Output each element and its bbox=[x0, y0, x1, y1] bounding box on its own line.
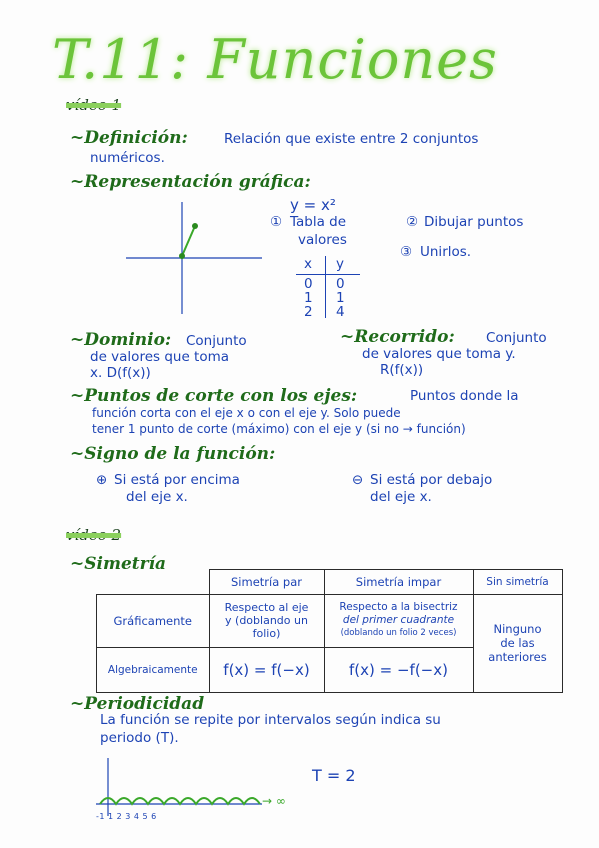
puntos-corte-text-1: Puntos donde la bbox=[410, 388, 519, 404]
dominio-heading: ~Dominio: bbox=[70, 330, 172, 350]
page-title: T.11: Funciones bbox=[52, 28, 498, 91]
axis-ticks: -1 1 2 3 4 5 6 bbox=[96, 812, 157, 821]
recorrido-text-2: de valores que toma y. bbox=[362, 346, 516, 362]
cell-text: anteriores bbox=[488, 650, 547, 664]
signo-heading: ~Signo de la función: bbox=[70, 444, 276, 464]
dominio-text-1: Conjunto bbox=[186, 333, 247, 349]
cell-text: y (doblando un bbox=[225, 614, 308, 627]
signo-negative-text-1: Si está por debajo bbox=[370, 472, 493, 488]
graph-point bbox=[179, 253, 185, 259]
video-2-label: vídeo 2 bbox=[66, 526, 122, 544]
recorrido-heading: ~Recorrido: bbox=[340, 327, 455, 347]
periodicidad-text-2: periodo (T). bbox=[100, 730, 179, 746]
cell-par-alg: f(x) = f(−x) bbox=[209, 647, 324, 692]
step-2-text: Dibujar puntos bbox=[424, 214, 524, 230]
cell-text: (doblando un folio 2 veces) bbox=[340, 628, 457, 638]
row-header-graf: Gráficamente bbox=[97, 594, 210, 647]
col-header-impar: Simetría impar bbox=[324, 570, 473, 595]
video-1-label: vídeo 1 bbox=[66, 96, 122, 114]
cell-text: Ninguno bbox=[493, 622, 542, 636]
dominio-text-2: de valores que toma bbox=[90, 349, 230, 365]
table-header-x: x bbox=[304, 256, 312, 272]
step-3-text: Unirlos. bbox=[420, 244, 472, 260]
cell-impar-graf bbox=[324, 594, 473, 647]
step-1-text-2: valores bbox=[298, 232, 347, 248]
row-header-alg: Algebraicamente bbox=[97, 647, 210, 692]
cell-text: Respecto al eje bbox=[224, 601, 309, 614]
dominio-text-3: x. D(f(x)) bbox=[90, 365, 151, 381]
infinity-arrow: → ∞ bbox=[262, 794, 286, 808]
periodicidad-text-1: La función se repite por intervalos según indica su bbox=[100, 712, 441, 728]
table-cell: 1 bbox=[304, 290, 313, 306]
signo-positive-symbol: ⊕ bbox=[96, 472, 108, 488]
step-1-text-1: Tabla de bbox=[290, 214, 347, 230]
signo-positive-text-2: del eje x. bbox=[126, 489, 188, 505]
values-table bbox=[296, 254, 360, 320]
table-cell: 0 bbox=[336, 276, 345, 292]
periodic-graph bbox=[92, 754, 292, 820]
definicion-text-2: numéricos. bbox=[90, 150, 165, 166]
signo-positive-text-1: Si está por encima bbox=[114, 472, 240, 488]
symmetry-table bbox=[96, 569, 563, 693]
graph-curve bbox=[182, 226, 195, 256]
table-cell: 0 bbox=[304, 276, 313, 292]
cell-par-graf bbox=[209, 594, 324, 647]
col-header-sin: Sin simetría bbox=[473, 570, 562, 595]
col-header-par: Simetría par bbox=[209, 570, 324, 595]
representacion-heading: ~Representación gráfica: bbox=[70, 172, 311, 192]
table-header-y: y bbox=[336, 256, 344, 272]
cell-text: de las bbox=[500, 636, 535, 650]
recorrido-text-3: R(f(x)) bbox=[380, 362, 424, 378]
recorrido-text-1: Conjunto bbox=[486, 330, 547, 346]
periodic-curve bbox=[100, 798, 260, 804]
simetria-heading: ~Simetría bbox=[70, 554, 167, 574]
definicion-text-1: Relación que existe entre 2 conjuntos bbox=[224, 131, 479, 147]
table-cell: 1 bbox=[336, 290, 345, 306]
cell-text: del primer cuadrante bbox=[342, 614, 455, 626]
definicion-heading: ~Definición: bbox=[70, 128, 188, 148]
cell-text: Respecto a la bisectriz bbox=[339, 601, 458, 613]
cell-impar-alg: f(x) = −f(−x) bbox=[324, 647, 473, 692]
cell-text: folio) bbox=[252, 627, 281, 640]
periodicidad-heading: ~Periodicidad bbox=[70, 694, 205, 714]
puntos-corte-text-2: función corta con el eje x o con el eje y. Solo puede bbox=[92, 406, 401, 420]
puntos-corte-text-3: tener 1 punto de corte (máximo) con el eje y (si no → función) bbox=[92, 422, 466, 436]
cell-sin bbox=[473, 594, 562, 692]
period-value: T = 2 bbox=[312, 766, 356, 785]
table-cell: 2 bbox=[304, 304, 313, 320]
step-1-number: ① bbox=[270, 214, 283, 230]
signo-negative-symbol: ⊖ bbox=[352, 472, 364, 488]
step-3-number: ③ bbox=[400, 244, 413, 260]
parabola-graph bbox=[120, 198, 270, 318]
signo-negative-text-2: del eje x. bbox=[370, 489, 432, 505]
step-2-number: ② bbox=[406, 214, 419, 230]
graph-point bbox=[192, 223, 198, 229]
equation: y = x² bbox=[290, 196, 336, 214]
table-cell: 4 bbox=[336, 304, 345, 320]
puntos-corte-heading: ~Puntos de corte con los ejes: bbox=[70, 386, 358, 406]
